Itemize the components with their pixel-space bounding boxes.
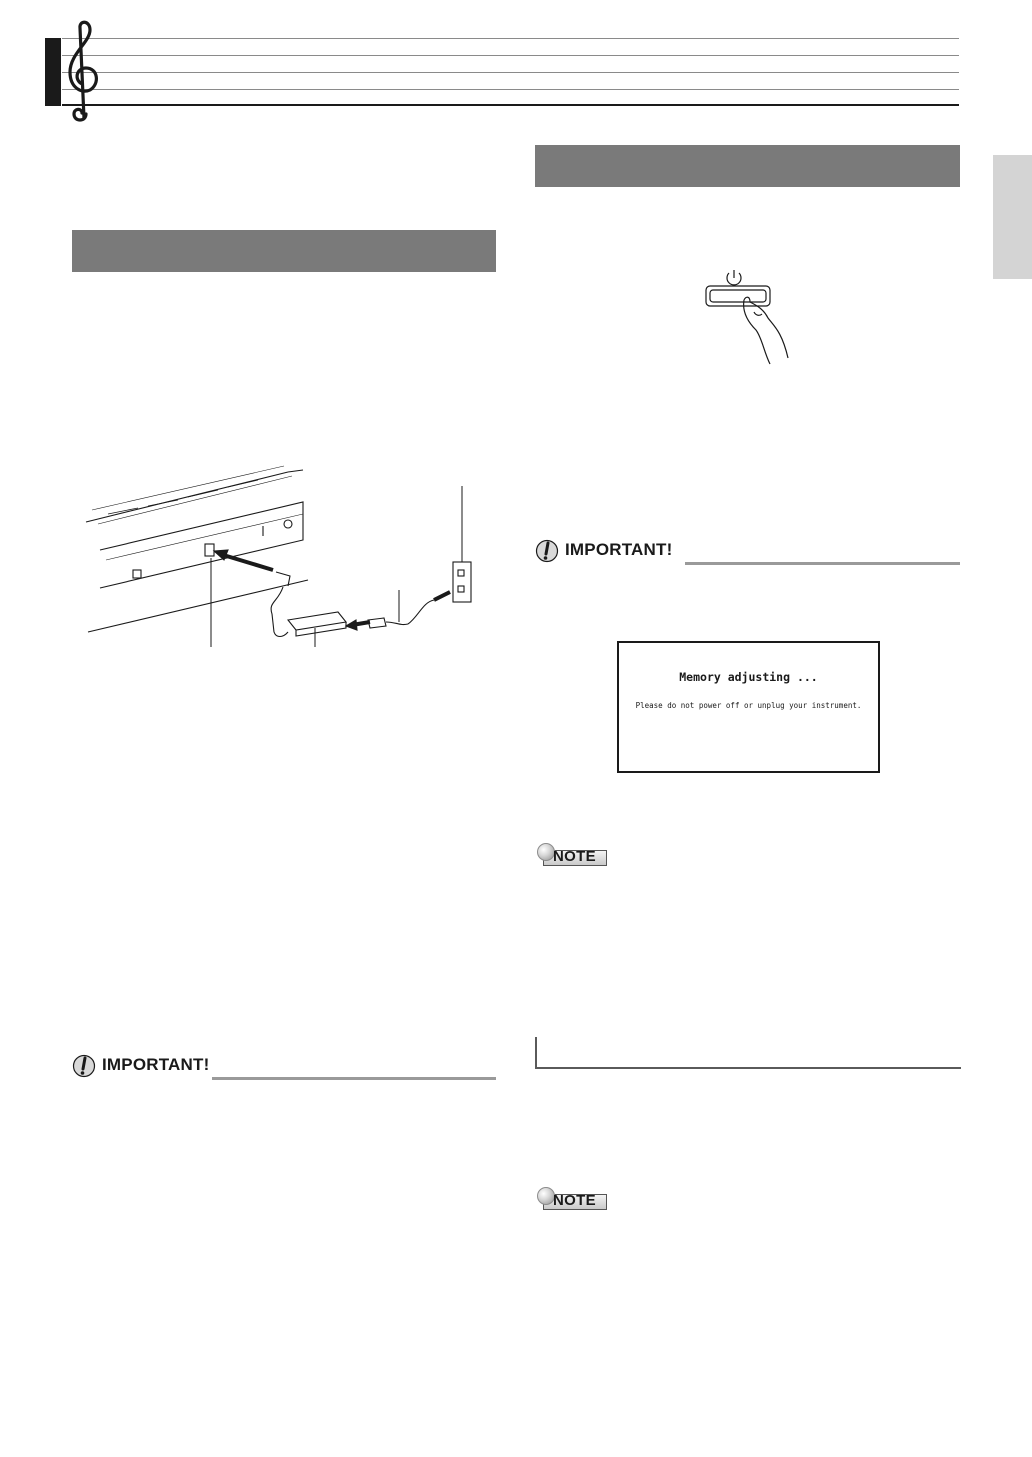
header-block [45, 38, 61, 106]
note-badge [537, 843, 609, 865]
divider [685, 562, 960, 565]
section-heading-bar [535, 145, 960, 187]
note-label: NOTE [553, 1192, 596, 1209]
staff-line [62, 55, 959, 56]
ac-adaptor-illustration [78, 462, 498, 662]
divider [212, 1077, 496, 1080]
note-label: NOTE [553, 848, 596, 865]
display-title: Memory adjusting ... [679, 670, 818, 684]
power-button-illustration [698, 266, 798, 382]
important-heading [535, 539, 960, 565]
section-heading-bar [72, 230, 496, 272]
staff-line [62, 89, 959, 90]
important-label: IMPORTANT! [565, 540, 673, 559]
important-label: IMPORTANT! [102, 1055, 210, 1074]
important-heading [72, 1054, 496, 1080]
exclamation-icon [535, 539, 559, 563]
display-message: Please do not power off or unplug your instrument. [635, 701, 862, 710]
note-badge [537, 1187, 609, 1209]
treble-clef-icon [62, 18, 106, 122]
subheading-bar [535, 1037, 537, 1069]
side-tab [993, 155, 1032, 279]
staff-line [62, 72, 959, 73]
staff-line [62, 104, 959, 106]
display-screen [617, 641, 880, 773]
subheading-rule [535, 1067, 961, 1069]
exclamation-icon [72, 1054, 96, 1078]
staff-line [62, 38, 959, 39]
subsection-heading [535, 1037, 961, 1069]
